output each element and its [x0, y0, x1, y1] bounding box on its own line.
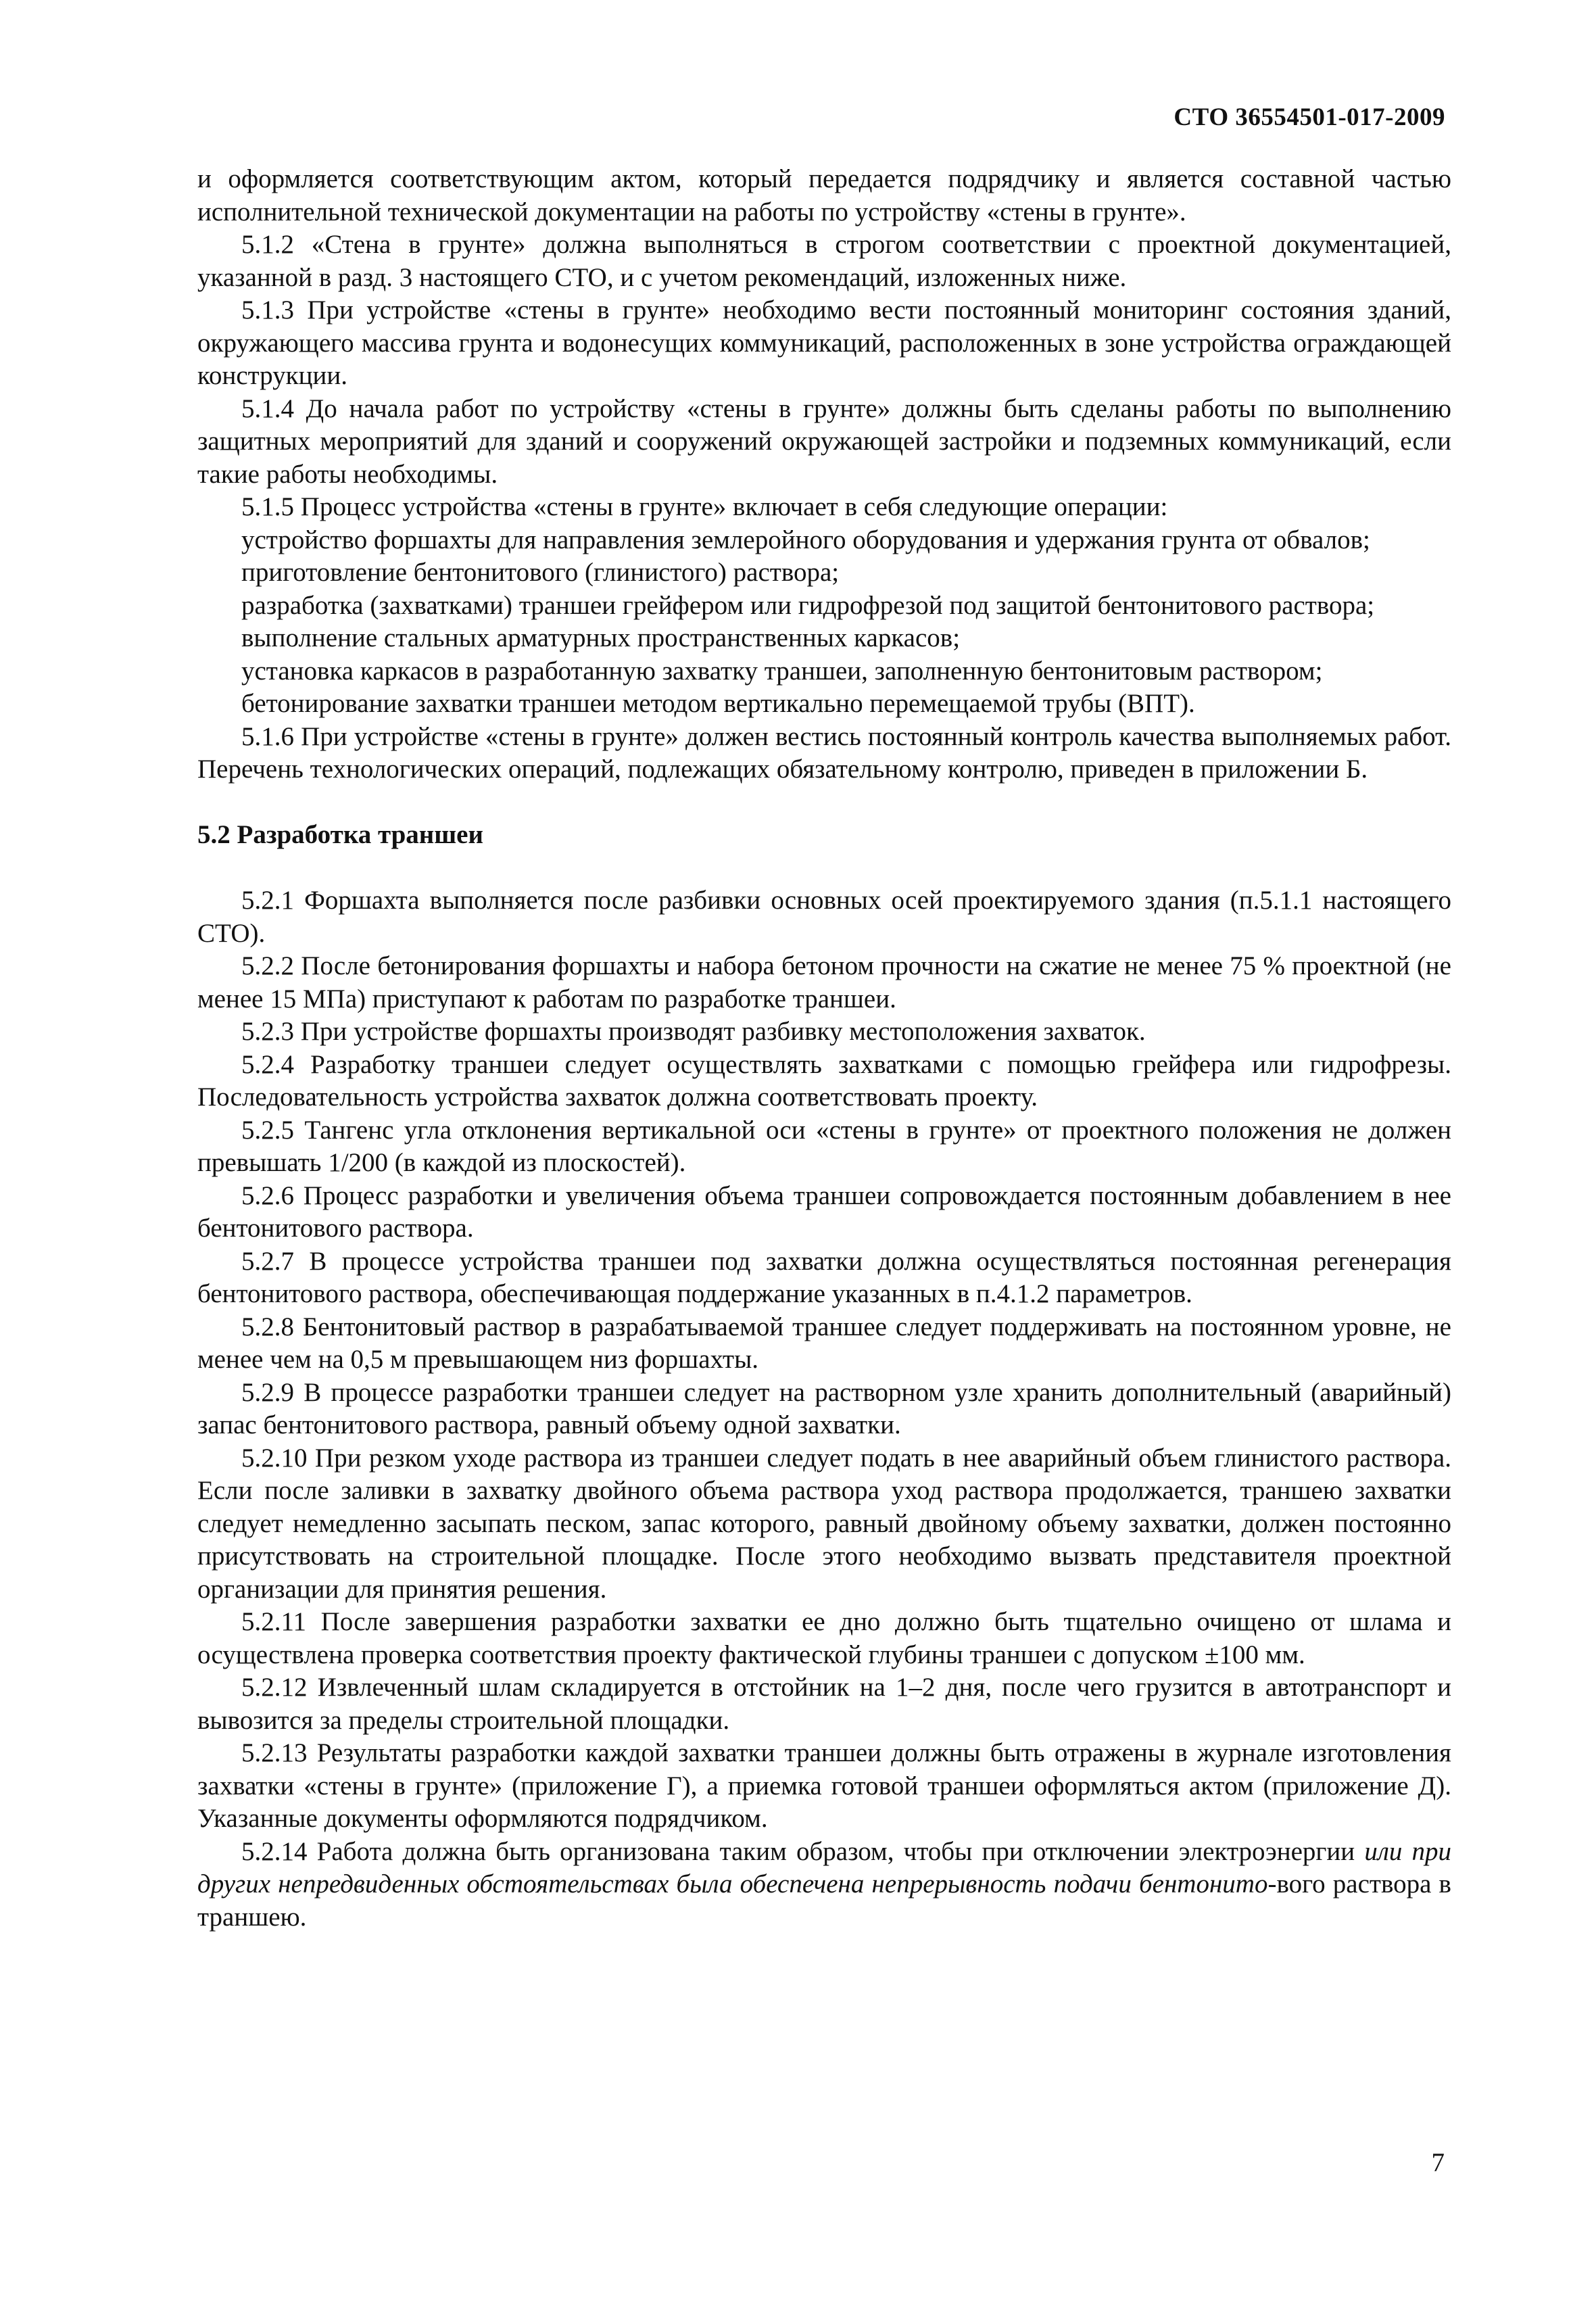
- paragraph-5-1-4: 5.1.4 До начала работ по устройству «стены в грунте» должны быть сделаны работы по выполнению защитных мероприятий для зданий и сооружений окружающей застройки и подземных коммуникаций, если такие работы необходимы.: [197, 393, 1451, 489]
- paragraph-5-1-3: 5.1.3 При устройстве «стены в грунте» необходимо вести постоянный мониторинг состояния зданий, окружающего массива грунта и водонесущих коммуникаций, расположенных в зоне устройства ограждающей конструкции.: [197, 295, 1451, 390]
- paragraph-5-2-14-part3: вого раствора в траншею.: [197, 1869, 1451, 1932]
- paragraph-5-1-6: 5.1.6 При устройстве «стены в грунте» должен вестись постоянный контроль качества выполняемых работ. Перечень технологических операций, подлежащих обязательному контролю, приведен в приложении Б.: [197, 721, 1451, 784]
- list-item-operation: устройство форшахты для направления землеройного оборудования и удержания грунта от обвалов;: [241, 525, 1370, 554]
- paragraph-5-2-11: 5.2.11 После завершения разработки захватки ее дно должно быть тщательно очищено от шлама и осуществлена проверка соответствия проекту фактической глубины траншеи с допуском ±100 мм.: [197, 1607, 1451, 1669]
- paragraph-5-1-2: 5.1.2 «Стена в грунте» должна выполняться в строгом соответствии с проектной документацией, указанной в разд. 3 настоящего СТО, и с учетом рекомендаций, изложенных ниже.: [197, 230, 1451, 292]
- paragraph-5-2-6: 5.2.6 Процесс разработки и увеличения объема траншеи сопровождается постоянным добавлением в нее бентонитового раствора.: [197, 1180, 1451, 1243]
- paragraph-5-2-13: 5.2.13 Результаты разработки каждой захватки траншеи должны быть отражены в журнале изготовления захватки «стены в грунте» (приложение Г), а приемка готовой траншеи оформляться актом (приложение Д). Указанные документы оформляются подрядчиком.: [197, 1738, 1451, 1833]
- list-item-operation: установка каркасов в разработанную захватку траншеи, заполненную бентонитовым раствором;: [241, 656, 1323, 686]
- paragraph-5-2-14: 5.2.14 Работа должна быть организована таким образом, чтобы при отключении электроэнергии или при других непредвиденных обстоятельствах была обеспечена непрерывность подачи бентонито-вого раствора в траншею.: [197, 1836, 1451, 1932]
- paragraph-5-2-4: 5.2.4 Разработку траншеи следует осуществлять захватками с помощью грейфера или гидрофрезы. Последовательность устройства захваток должна соответствовать проекту.: [197, 1049, 1451, 1112]
- paragraph-5-2-14-part1: 5.2.14 Работа должна быть организована таким образом, чтобы при отключении электроэнергии: [241, 1836, 1365, 1866]
- list-item-operation: приготовление бентонитового (глинистого) раствора;: [241, 558, 840, 587]
- document-body: [197, 163, 1451, 1934]
- paragraph-5-2-12: 5.2.12 Извлеченный шлам складируется в отстойник на 1–2 дня, после чего грузится в автотранспорт и вывозится за пределы строительной площадки.: [197, 1673, 1451, 1735]
- section-heading-5-2: 5.2 Разработка траншеи: [197, 820, 483, 849]
- paragraph-5-2-5: 5.2.5 Тангенс угла отклонения вертикальной оси «стены в грунте» от проектного положения не должен превышать 1/200 (в каждой из плоскостей).: [197, 1115, 1451, 1177]
- paragraph-5-2-14-italic: или при других непредвиденных обстоятельствах была обеспечена непрерывность подачи бентонито: [197, 1836, 1451, 1899]
- paragraph-continuation: и оформляется соответствующим актом, который передается подрядчику и является составной частью исполнительной технической документации на работы по устройству «стены в грунте».: [197, 164, 1451, 226]
- list-item-operation: бетонирование захватки траншеи методом вертикально перемещаемой трубы (ВПТ).: [241, 689, 1195, 718]
- page-number: 7: [1431, 2148, 1445, 2177]
- paragraph-5-2-8: 5.2.8 Бентонитовый раствор в разрабатываемой траншее следует поддерживать на постоянном уровне, не менее чем на 0,5 м превышающем низ форшахты.: [197, 1312, 1451, 1374]
- paragraph-5-2-7: 5.2.7 В процессе устройства траншеи под захватки должна осуществляться постоянная регенерация бентонитового раствора, обеспечивающая поддержание указанных в п.4.1.2 параметров.: [197, 1246, 1451, 1308]
- list-item-operation: выполнение стальных арматурных пространственных каркасов;: [241, 623, 961, 652]
- list-item-operation: разработка (захватками) траншеи грейфером или гидрофрезой под защитой бентонитового раствора;: [241, 590, 1375, 620]
- paragraph-5-1-5: 5.1.5 Процесс устройства «стены в грунте» включает в себя следующие операции:: [241, 492, 1168, 521]
- document-code: СТО 36554501-017-2009: [1174, 103, 1445, 131]
- paragraph-5-2-1: 5.2.1 Форшахта выполняется после разбивки основных осей проектируемого здания (п.5.1.1 настоящего СТО).: [197, 886, 1451, 948]
- paragraph-5-2-9: 5.2.9 В процессе разработки траншеи следует на растворном узле хранить дополнительный (аварийный) запас бентонитового раствора, равный объему одной захватки.: [197, 1377, 1451, 1439]
- paragraph-5-2-10: 5.2.10 При резком уходе раствора из траншеи следует подать в нее аварийный объем глинистого раствора. Если после заливки в захватку двойного объема раствора уход раствора продолжается, траншею захватки следует немедленно засыпать песком, запас которого, равный двойному объему захватки, должен постоянно присутствовать на строительной площадке. После этого необходимо вызвать представителя проектной организации для принятия решения.: [197, 1443, 1451, 1604]
- section-spacer: [197, 786, 1451, 819]
- section-spacer: [197, 852, 1451, 885]
- paragraph-5-2-2: 5.2.2 После бетонирования форшахты и набора бетоном прочности на сжатие не менее 75 % проектной (не менее 15 МПа) приступают к работам по разработке траншеи.: [197, 951, 1451, 1013]
- paragraph-5-2-3: 5.2.3 При устройстве форшахты производят разбивку местоположения захваток.: [241, 1017, 1146, 1046]
